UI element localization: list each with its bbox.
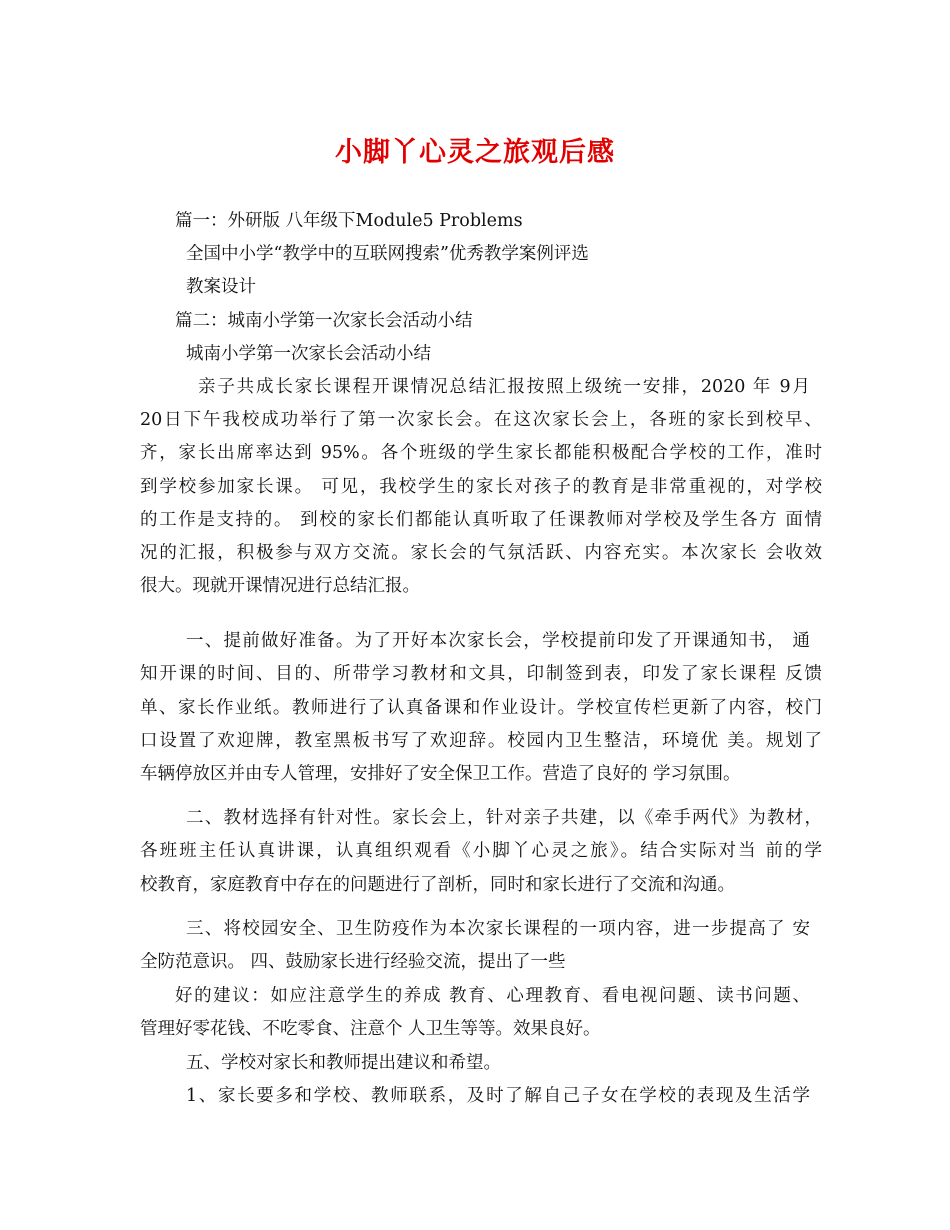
text-line-1: 篇一：外研版 八年级下Module5 Problems [175, 211, 523, 231]
text-line-16: 口设置了欢迎牌，教室黑板书写了欢迎辞。校园内卫生整洁，环境优 美。规划了 [140, 731, 822, 751]
text-line-5: 城南小学第一次家长会活动小结 [186, 344, 431, 364]
text-line-3: 教案设计 [186, 277, 256, 297]
text-line-4: 篇二：城南小学第一次家长会活动小结 [175, 311, 473, 331]
text-line-12: 很大。现就开课情况进行总结汇报。 [140, 576, 420, 596]
text-line-11: 况的汇报，积极参与双方交流。家长会的气氛活跃、内容充实。本次家长 会收效 [140, 543, 822, 563]
text-line-10: 的工作是支持的。 到校的家长们都能认真听取了任课教师对学校及学生各方 面情 [140, 510, 822, 530]
text-line-20: 校教育，家庭教育中存在的问题进行了剖析，同时和家长进行了交流和沟通。 [140, 875, 735, 895]
text-line-7: 20日下午我校成功举行了第一次家长会。在这次家长会上，各班的家长到校早、 [140, 410, 822, 430]
text-line-14: 知开课的时间、目的、所带学习教材和文具，印制签到表，印发了家长课程 反馈 [140, 664, 822, 684]
text-line-18: 二、教材选择有针对性。家长会上，针对亲子共建，以《牵手两代》为教材， [186, 808, 822, 828]
text-line-24: 管理好零花钱、不吃零食、注意个 人卫生等等。效果良好。 [140, 1019, 601, 1039]
text-line-23: 好的建议：如应注意学生的养成 教育、心理教育、看电视问题、读书问题、 [175, 986, 810, 1006]
text-line-2: 全国中小学“教学中的互联网搜索”优秀教学案例评选 [186, 244, 589, 264]
text-line-6: 亲子共成长家长课程开课情况总结汇报按照上级统一安排，2020 年 9月 [198, 377, 810, 397]
text-line-17: 车辆停放区并由专人管理，安排好了安全保卫工作。营造了良好的 学习氛围。 [140, 764, 741, 784]
text-line-13: 一、提前做好准备。为了开好本次家长会，学校提前印发了开课通知书， 通 [186, 631, 810, 651]
text-line-8: 齐，家长出席率达到 95%。各个班级的学生家长都能积极配合学校的工作，准时 [140, 443, 822, 463]
text-line-19: 各班班主任认真讲课，认真组织观看《小脚丫心灵之旅》。结合实际对当 前的学 [140, 841, 822, 861]
text-line-25: 五、学校对家长和教师提出建议和希望。 [186, 1053, 501, 1073]
document-title: 小脚丫心灵之旅观后感 [335, 137, 615, 168]
text-line-9: 到学校参加家长课。 可见，我校学生的家长对孩子的教育是非常重视的，对学校 [140, 477, 822, 497]
text-line-21: 三、将校园安全、卫生防疫作为本次家长课程的一项内容，进一步提高了 安 [186, 919, 810, 939]
text-line-22: 全防范意识。 四、鼓励家长进行经验交流，提出了一些 [140, 952, 566, 972]
text-line-26: 1、家长要多和学校、教师联系，及时了解自己子女在学校的表现及生活学 [186, 1086, 810, 1106]
text-line-15: 单、家长作业纸。教师进行了认真备课和作业设计。学校宣传栏更新了内容，校门 [140, 698, 822, 718]
